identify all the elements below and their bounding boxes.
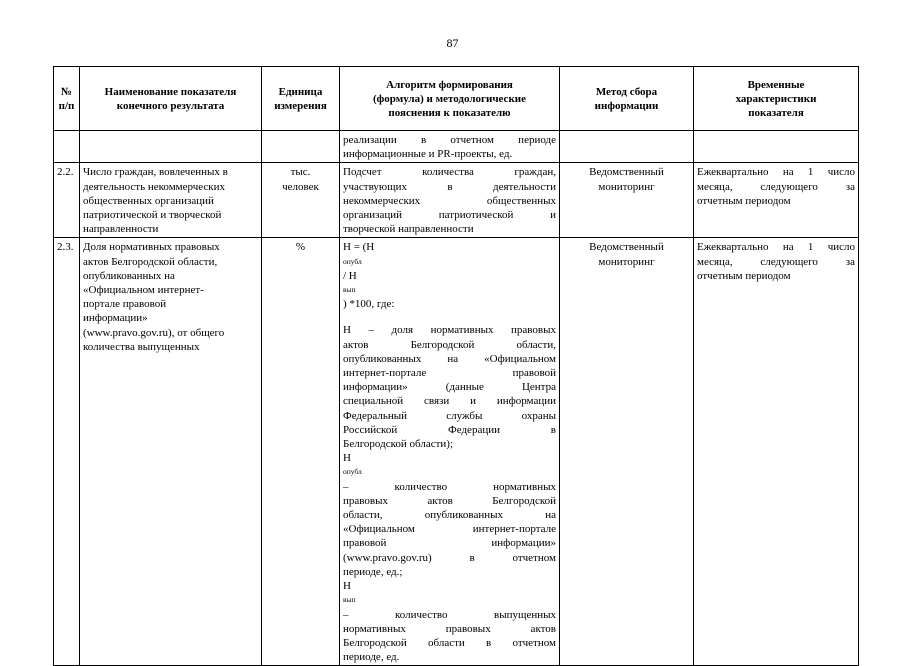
time-characteristics: Ежеквартально на 1 число месяца, следующего за отчетным периодом [694,238,859,666]
algorithm: Н = (Н опубл / Н вып ) *100, где: Н – доля нормативных правовых актов Белгородской области, опубликованных на «Официальном интернет-портале правовой информации» (данные Центра специальной связи и информации Федеральный службы охраны Российской Федерации в Белгородской области); Н опубл – количество нормативных правовых актов Белгородской области, опубликованных на «Официальном интернет-портале правовой информации» (www.pravo.gov.ru) в отчетном периоде, ед.; Н вып – количество выпущенных нормативных правовых актов Белгородской области в отчетном периоде, ед. [340,238,560,666]
table-row [54,163,859,238]
indicator-name: Доля нормативных правовых актов Белгородской области, опубликованных на «Официальном интернет- портале правовой информации» (www.pravo.gov.ru), от общего количества выпущенных [80,238,262,666]
header-timing: Временные характеристики показателя [694,67,859,131]
header-row [54,67,859,131]
indicators-table [53,66,859,666]
continuation-row [54,131,859,163]
page-number: 87 [446,36,459,50]
header-method: Метод сбора информации [560,67,694,131]
header-unit: Единица измерения [262,67,340,131]
continuation-algorithm: реализации в отчетном периоде информационные и PR-проекты, ед. [340,131,560,163]
formula: Н = (Н опубл / Н вып ) *100, где: [343,241,395,311]
vyp-definition: Н вып – количество выпущенных [343,580,556,621]
header-algorithm: Алгоритм формирования (формула) и методологические пояснения к показателю [340,67,560,131]
collection-method: Ведомственный мониторинг [560,163,694,238]
publ-definition: Н опубл – количество нормативных [343,452,556,493]
table-row [54,238,859,666]
indicator-name: Число граждан, вовлеченных в деятельность некоммерческих общественных организаций патриотической и творческой направленности [80,163,262,238]
row-number: 2.2. [54,163,80,238]
row-number: 2.3. [54,238,80,666]
time-characteristics: Ежеквартально на 1 число месяца, следующего за отчетным периодом [694,163,859,238]
header-num: № п/п [54,67,80,131]
unit: тыс. человек [262,163,340,238]
algorithm: Подсчет количества граждан, участвующих в деятельности некоммерческих общественных организаций патриотической и творческой направленности [340,163,560,238]
collection-method: Ведомственный мониторинг [560,238,694,666]
unit: % [262,238,340,666]
header-name: Наименование показателя конечного результата [80,67,262,131]
